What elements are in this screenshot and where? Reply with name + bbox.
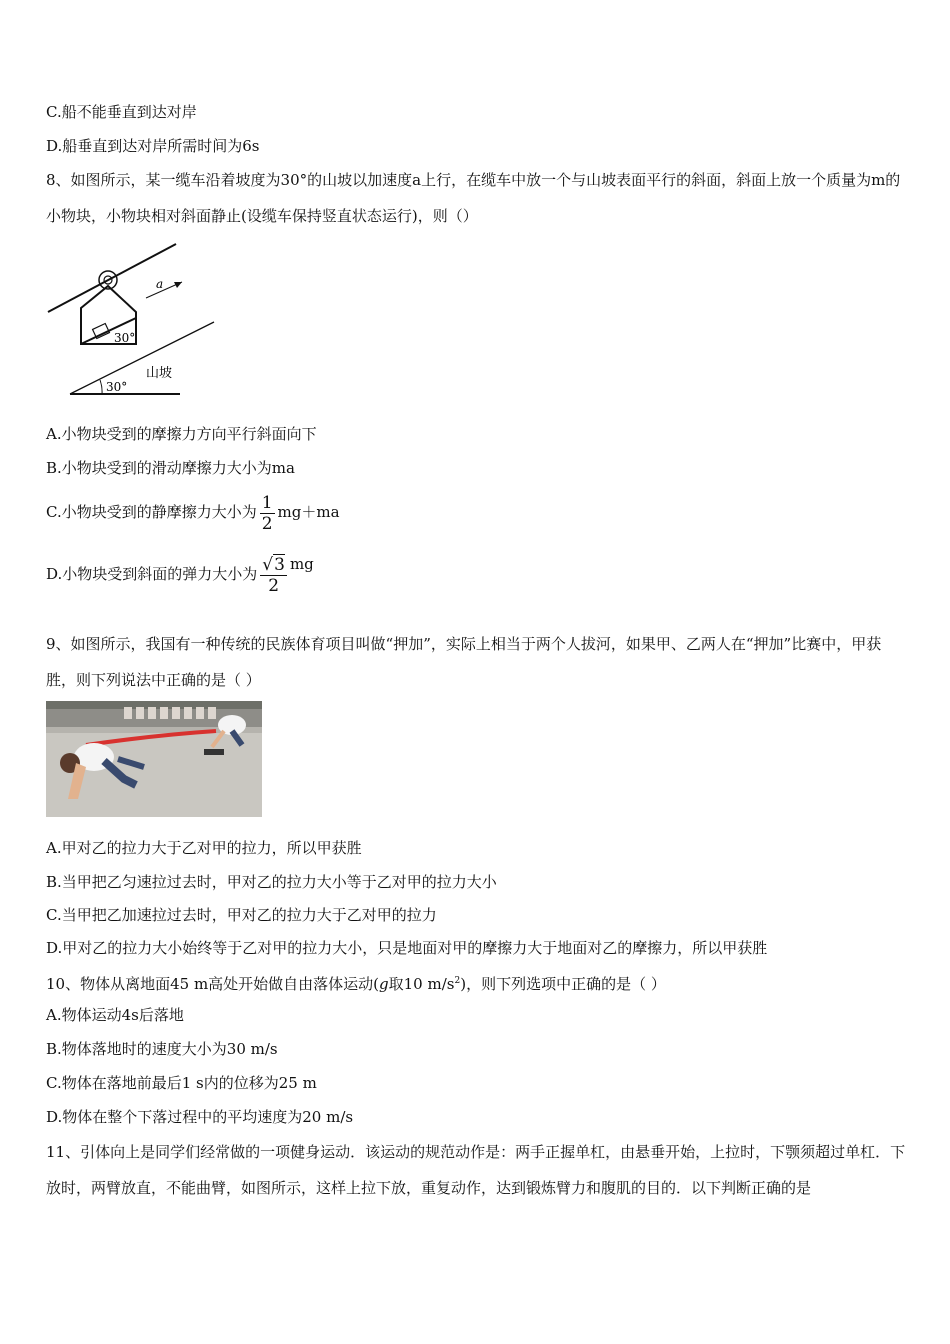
q9-stem: 9、如图所示，我国有一种传统的民族体育项目叫做“押加”，实际上相当于两个人拔河，如果甲、乙两人在“押加”比赛中，甲获胜，则下列说法中正确的是（ ） <box>46 635 882 689</box>
q8-option-d-tail: mg <box>289 555 314 573</box>
q10-stem <box>46 971 666 994</box>
q7-option-c: C.船不能垂直到达对岸 <box>46 103 197 121</box>
sqrt-radicand: 3 <box>274 554 285 575</box>
q9-option-b: B.当甲把乙匀速拉过去时，甲对乙的拉力大小等于乙对甲的拉力大小 <box>46 873 497 891</box>
q8-figure-angle-bottom: 30° <box>106 380 128 394</box>
q8-option-a: A.小物块受到的摩擦力方向平行斜面向下 <box>46 425 317 443</box>
q8-figure-accel-label: a <box>156 277 164 291</box>
fraction-denominator: 2 <box>268 575 280 596</box>
q10-gravity-symbol: g <box>379 975 389 993</box>
q11-stem: 11、引体向上是同学们经常做的一项健身运动．该运动的规范动作是：两手正握单杠，由悬垂开始，上拉时，下颚须超过单杠．下放时，两臂放直，不能曲臂，如图所示，这样上拉下放，重复动作，达到锻炼臂力和腹肌的目的．以下判断正确的是 <box>46 1143 906 1197</box>
q8-option-b: B.小物块受到的滑动摩擦力大小为ma <box>46 459 295 477</box>
q10-option-d: D.物体在整个下落过程中的平均速度为20 m/s <box>46 1108 354 1126</box>
q8-stem: 8、如图所示，某一缆车沿着坡度为30°的山坡以加速度a上行，在缆车中放一个与山坡表面平行的斜面，斜面上放一个质量为m的小物块，小物块相对斜面静止(设缆车保持竖直状态运行)，则（） <box>46 171 901 225</box>
fraction-numerator: 1 <box>261 492 273 513</box>
q8-figure-slope-label: 山坡 <box>146 366 173 381</box>
q7-option-d: D.船垂直到达对岸所需时间为6s <box>46 137 260 155</box>
q8-option-c-fraction <box>260 493 275 534</box>
sqrt-sign: √ <box>262 554 274 575</box>
q10-option-b: B.物体落地时的速度大小为30 m/s <box>46 1040 278 1058</box>
q8-option-c-tail: mg＋ma <box>277 503 340 521</box>
q8-option-c <box>46 490 340 534</box>
q9-option-a: A.甲对乙的拉力大于乙对甲的拉力，所以甲获胜 <box>46 839 362 857</box>
q8-cable-car-figure <box>46 240 226 400</box>
q10-option-c: C.物体在落地前最后1 s内的位移为25 m <box>46 1074 317 1092</box>
q10-option-a: A.物体运动4s后落地 <box>46 1006 184 1024</box>
q8-option-d <box>46 552 314 596</box>
q9-option-c: C.当甲把乙加速拉过去时，甲对乙的拉力大于乙对甲的拉力 <box>46 906 437 924</box>
q9-yajia-photo <box>46 701 262 817</box>
q10-superscript: 2 <box>454 976 461 986</box>
fraction-denominator: 2 <box>261 513 273 534</box>
q9-option-d: D.甲对乙的拉力大小始终等于乙对甲的拉力大小，只是地面对甲的摩擦力大于地面对乙的摩擦力，所以甲获胜 <box>46 939 768 957</box>
fraction-numerator <box>260 555 287 576</box>
q10-stem-mid: 取10 m/s <box>388 975 455 993</box>
q8-option-d-text: D.小物块受到斜面的弹力大小为 <box>46 565 258 583</box>
q10-stem-end: )，则下列选项中正确的是（ ） <box>460 975 666 993</box>
q8-option-d-fraction <box>260 555 287 596</box>
q8-option-c-text: C.小物块受到的静摩擦力大小为 <box>46 503 257 521</box>
q10-stem-start: 10、物体从离地面45 m高处开始做自由落体运动( <box>46 975 380 993</box>
q8-figure-angle-top: 30° <box>114 331 136 345</box>
